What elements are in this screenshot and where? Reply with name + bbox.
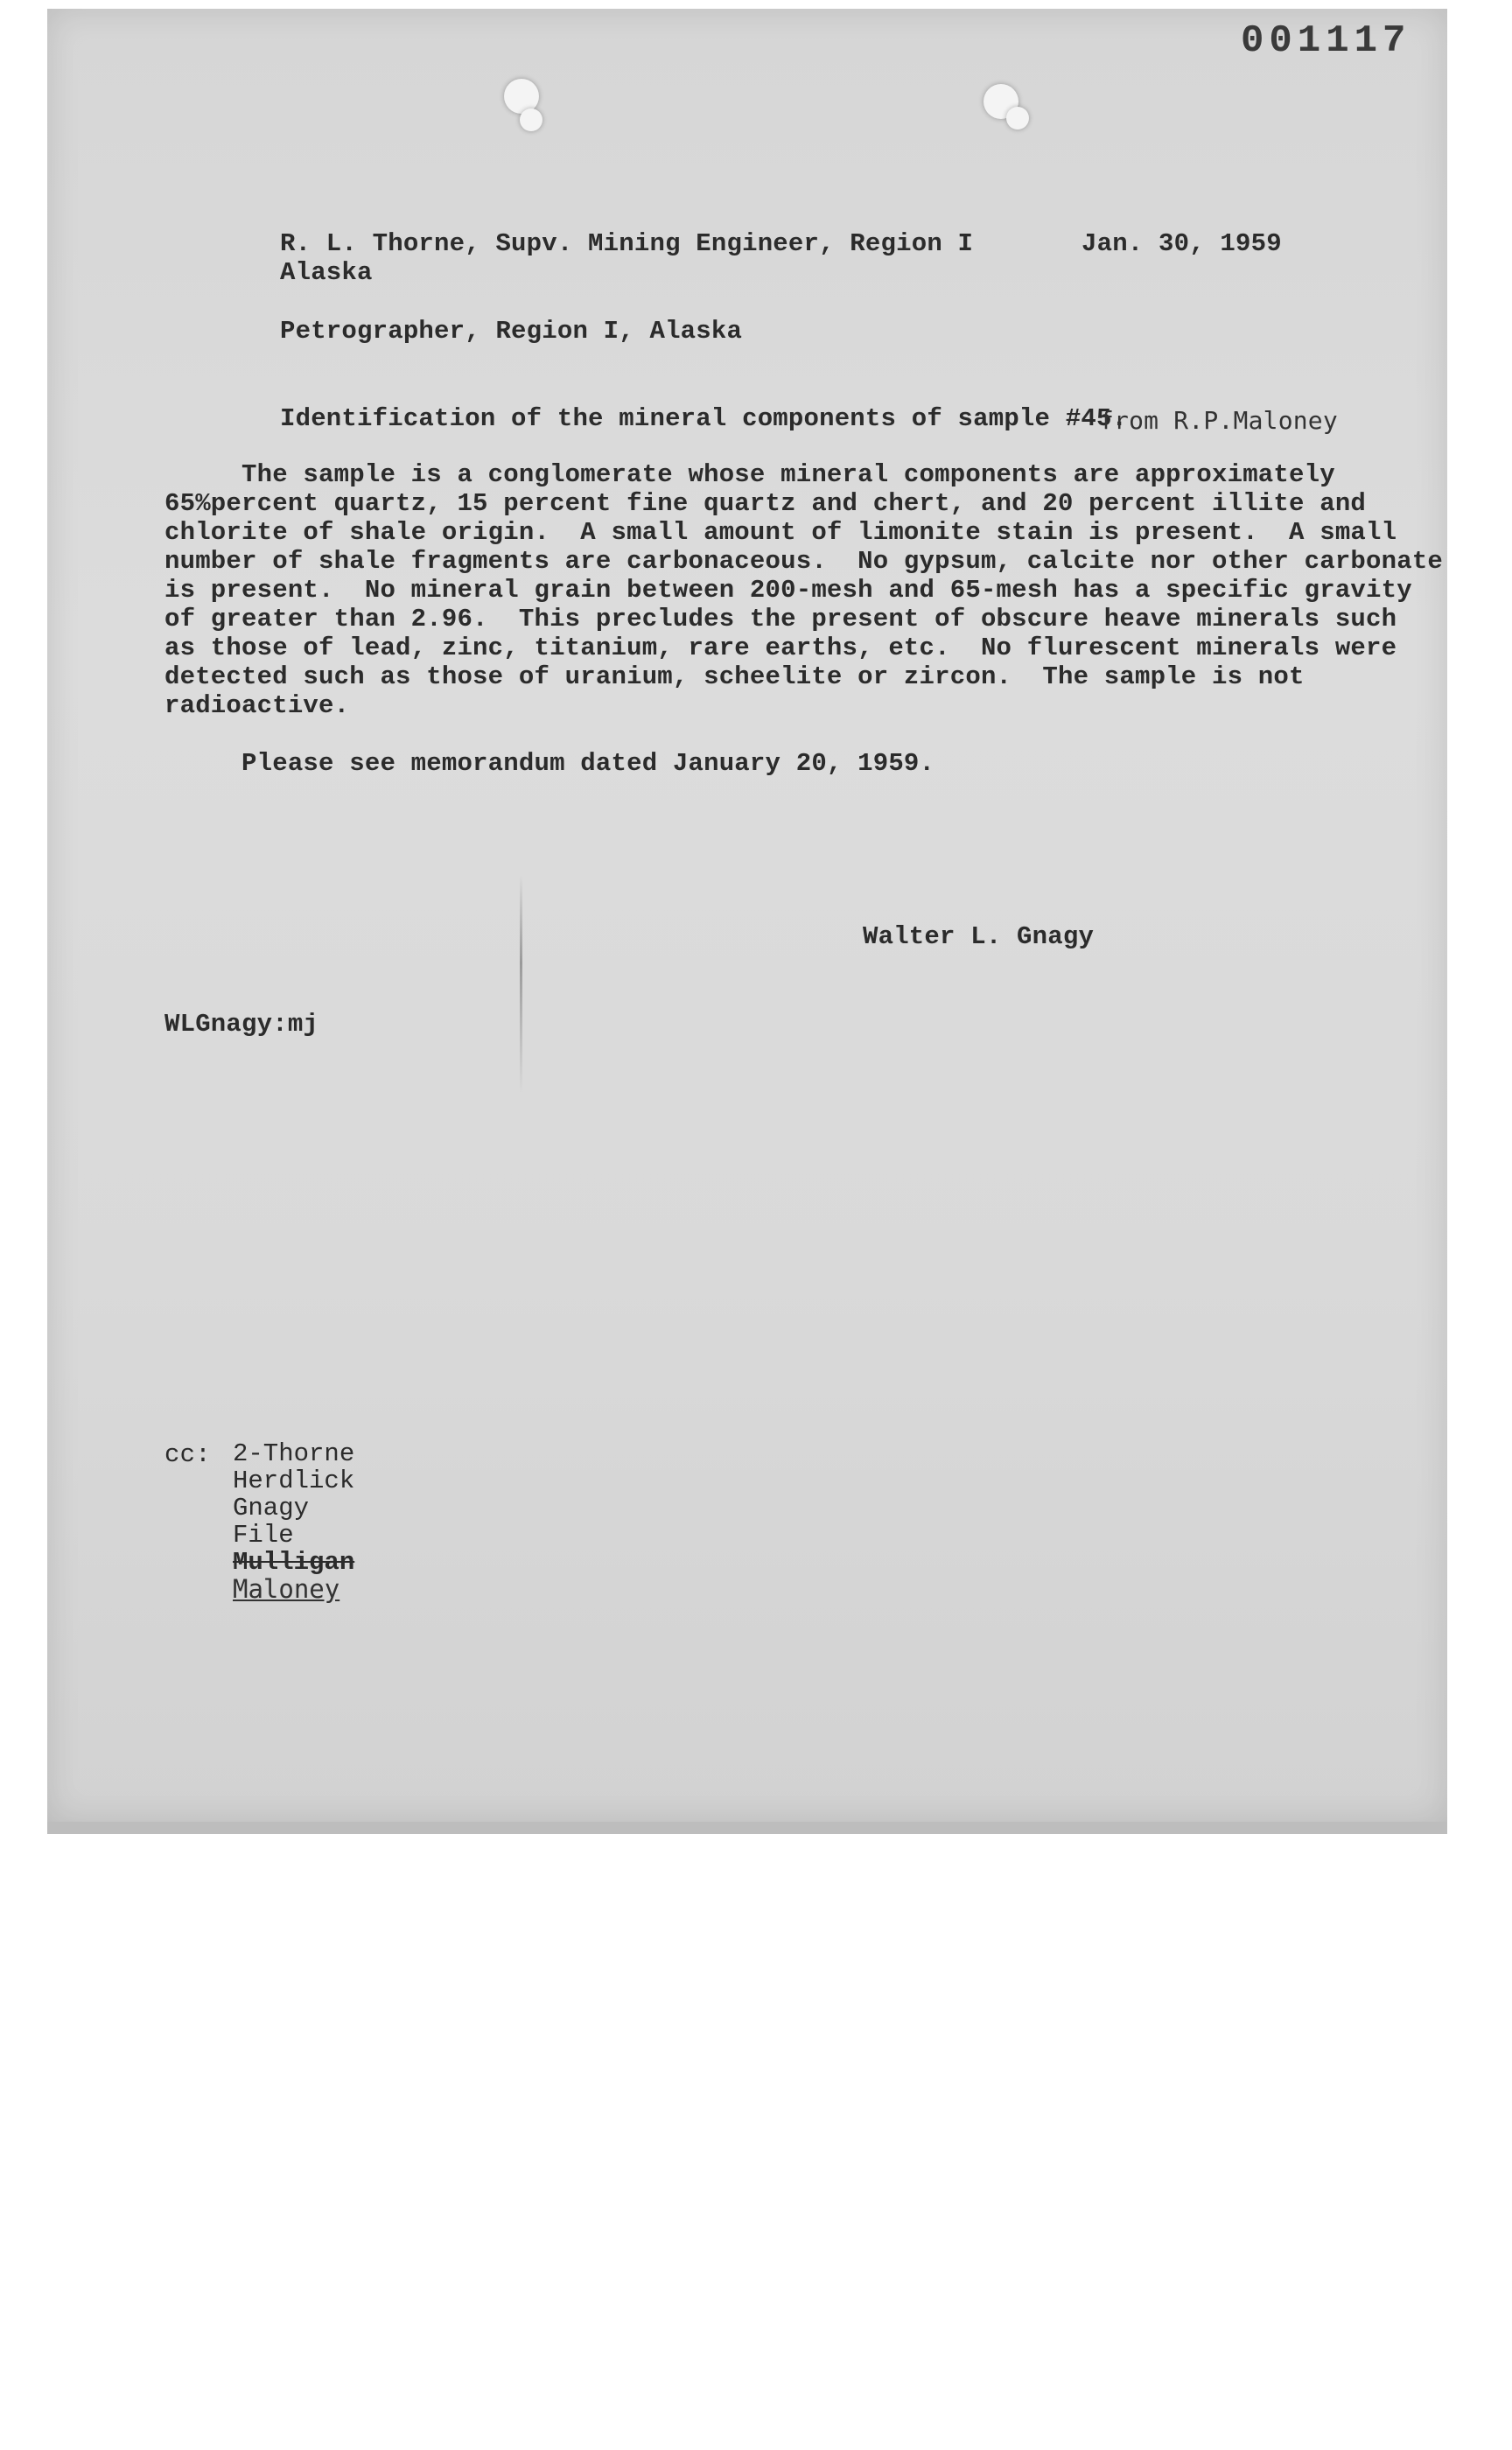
cc-label: cc: xyxy=(164,1440,211,1469)
cc-recipient: Herdlick xyxy=(233,1466,355,1495)
body-line: of greater than 2.96. This precludes the present of obscure heave minerals such xyxy=(164,605,1397,634)
punch-hole-right-lower xyxy=(1006,107,1029,130)
body-line: chlorite of shale origin. A small amount of limonite stain is present. A small xyxy=(164,518,1397,547)
body-line: as those of lead, zinc, titanium, rare earths, etc. No flurescent minerals were xyxy=(164,634,1397,662)
subject-line: Identification of the mineral components of sample #45. xyxy=(280,404,1128,433)
memo-date: Jan. 30, 1959 xyxy=(1082,229,1282,258)
punch-hole-left-lower xyxy=(520,108,542,131)
sheet-bottom-edge xyxy=(47,1822,1447,1834)
body-line: is present. No mineral grain between 200-mesh and 65-mesh has a specific gravity xyxy=(164,576,1412,605)
cc-distribution-list xyxy=(233,1440,354,1603)
body-line: detected such as those of uranium, scheelite or zircon. The sample is not xyxy=(164,662,1305,691)
closing-line: Please see memorandum dated January 20, 1959. xyxy=(164,749,935,778)
recipient-line-1: R. L. Thorne, Supv. Mining Engineer, Region I xyxy=(280,229,974,258)
cc-recipient: Gnagy xyxy=(233,1494,310,1522)
cc-recipient-struck: Mulligan xyxy=(233,1548,355,1577)
cc-recipient-handwritten: Maloney xyxy=(233,1574,340,1604)
subject-handwritten-note: from R.P.Maloney xyxy=(1099,406,1338,435)
body-line: 65%percent quartz, 15 percent fine quartz and chert, and 20 percent illite and xyxy=(164,489,1367,518)
typist-initials: WLGnagy:mj xyxy=(164,1010,319,1039)
document-number-stamp: 001117 xyxy=(1241,19,1411,63)
cc-recipient: File xyxy=(233,1521,294,1550)
body-line: number of shale fragments are carbonaceous. No gypsum, calcite nor other carbonate xyxy=(164,547,1444,576)
cc-recipient: 2-Thorne xyxy=(233,1439,355,1468)
body-line: radioactive. xyxy=(164,691,350,720)
fold-mark xyxy=(520,875,522,1094)
body-line: The sample is a conglomerate whose mineral components are approximately xyxy=(164,460,1335,489)
signature-name: Walter L. Gnagy xyxy=(863,922,1095,951)
sender-line: Petrographer, Region I, Alaska xyxy=(280,317,743,346)
recipient-line-2: Alaska xyxy=(280,258,373,287)
